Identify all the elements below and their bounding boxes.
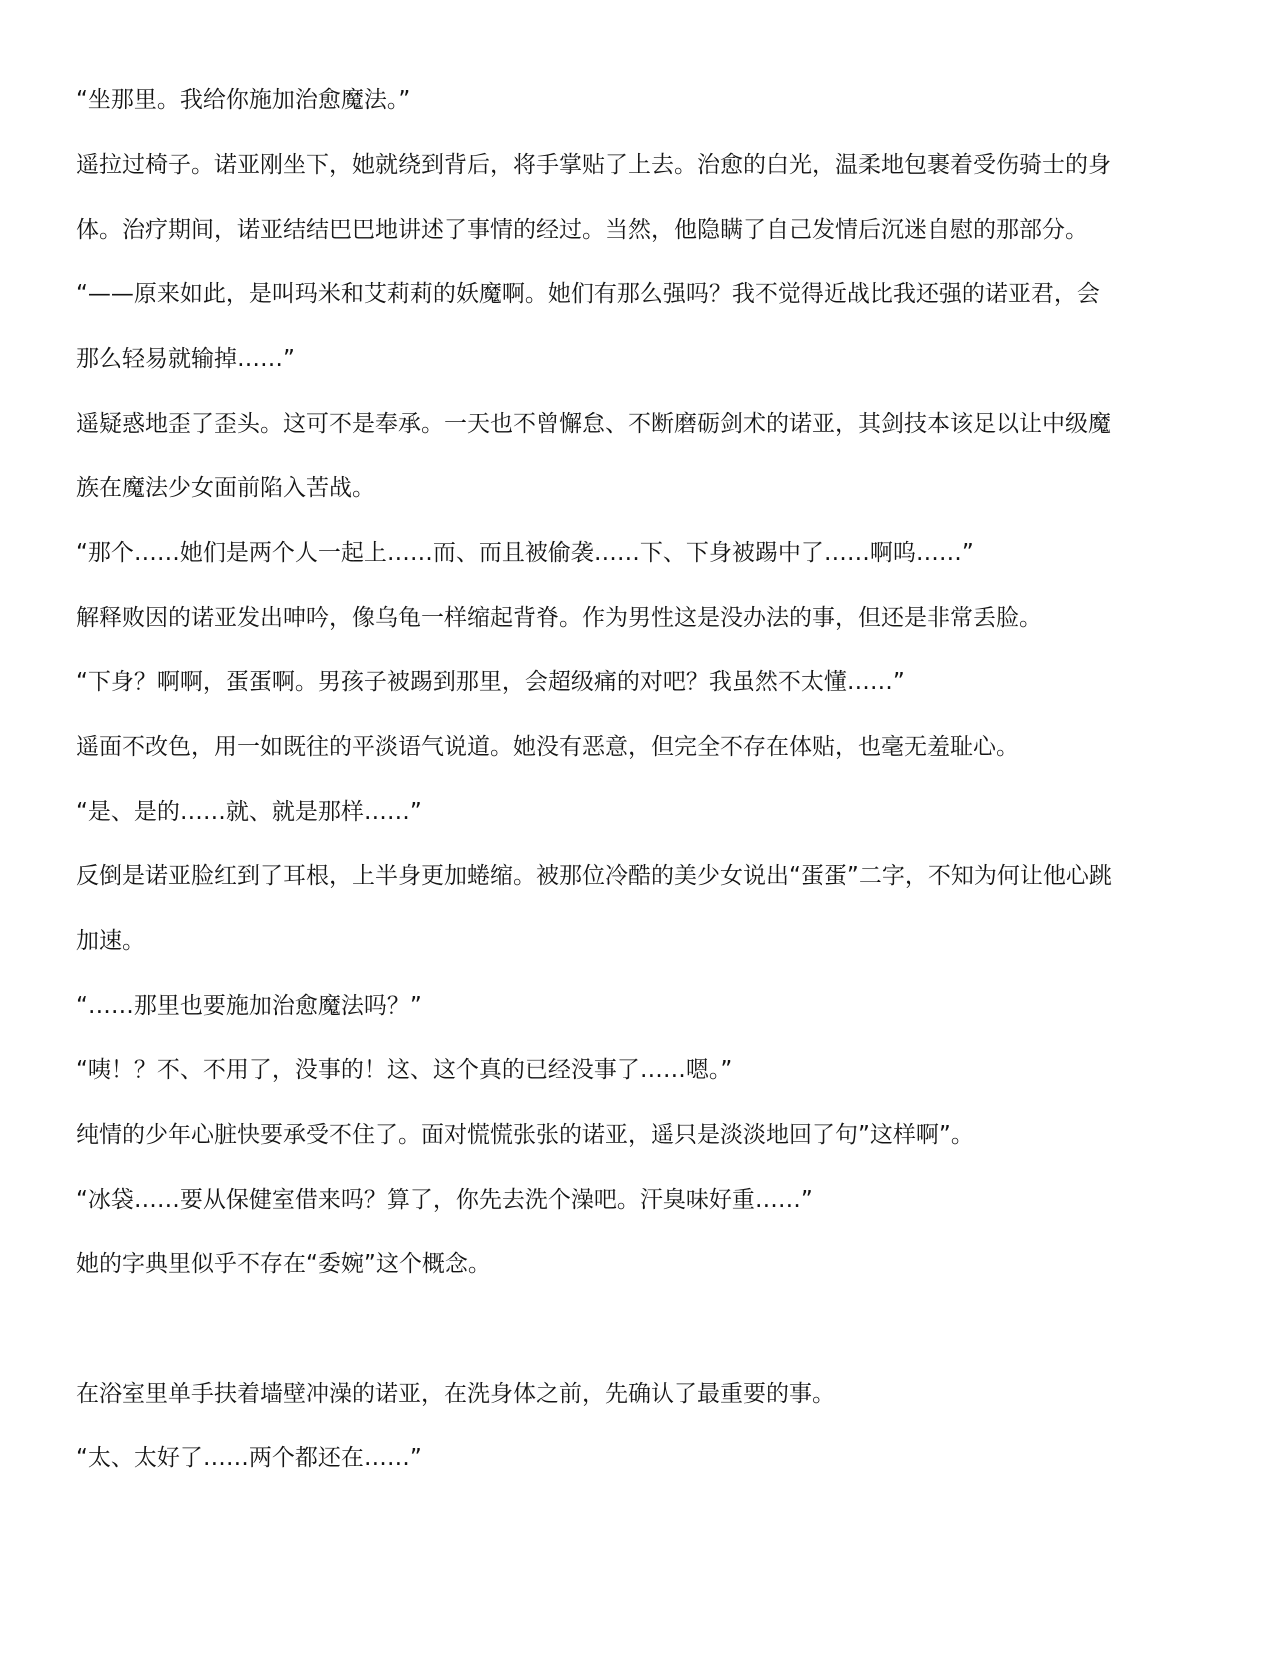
text-line: 反倒是诺亚脸红到了耳根，上半身更加蜷缩。被那位冷酷的美少女说出“蛋蛋”二字，不知为何让他心跳 — [76, 863, 1112, 889]
text-line: 在浴室里单手扶着墙壁冲澡的诺亚，在洗身体之前，先确认了最重要的事。 — [76, 1381, 835, 1407]
text-line: “坐那里。我给你施加治愈魔法。” — [76, 87, 411, 113]
text-line: 体。治疗期间，诺亚结结巴巴地讲述了事情的经过。当然，他隐瞒了自己发情后沉迷自慰的那部分。 — [76, 217, 1088, 243]
text-line: 那么轻易就输掉……” — [76, 346, 295, 372]
text-line: “咦！？不、不用了，没事的！这、这个真的已经没事了……嗯。” — [76, 1057, 733, 1083]
text-line: 她的字典里似乎不存在“委婉”这个概念。 — [76, 1251, 491, 1277]
text-line: “是、是的……就、就是那样……” — [76, 799, 422, 825]
text-line: 遥面不改色，用一如既往的平淡语气说道。她没有恶意，但完全不存在体贴，也毫无羞耻心。 — [76, 734, 1019, 760]
text-line: 纯情的少年心脏快要承受不住了。面对慌慌张张的诺亚，遥只是淡淡地回了句”这样啊”。 — [76, 1122, 974, 1148]
text-line: “冰袋……要从保健室借来吗？算了，你先去洗个澡吧。汗臭味好重……” — [76, 1187, 813, 1213]
text-line: “——原来如此，是叫玛米和艾莉莉的妖魔啊。她们有那么强吗？我不觉得近战比我还强的诺亚君，会 — [76, 281, 1100, 307]
text-line: 加速。 — [76, 928, 145, 954]
text-line: “……那里也要施加治愈魔法吗？” — [76, 993, 422, 1019]
text-line: “下身？啊啊，蛋蛋啊。男孩子被踢到那里，会超级痛的对吧？我虽然不太懂……” — [76, 669, 905, 695]
text-line: 族在魔法少女面前陷入苦战。 — [76, 475, 375, 501]
text-line: 遥拉过椅子。诺亚刚坐下，她就绕到背后，将手掌贴了上去。治愈的白光，温柔地包裹着受伤骑士的身 — [76, 152, 1111, 178]
text-line: “那个……她们是两个人一起上……而、而且被偷袭……下、下身被踢中了……啊呜……” — [76, 540, 974, 566]
text-line: 解释败因的诺亚发出呻吟，像乌龟一样缩起背脊。作为男性这是没办法的事，但还是非常丢脸。 — [76, 605, 1042, 631]
text-line: “太、太好了……两个都还在……” — [76, 1445, 422, 1471]
text-line: 遥疑惑地歪了歪头。这可不是奉承。一天也不曾懈怠、不断磨砺剑术的诺亚，其剑技本该足以让中级魔 — [76, 411, 1111, 437]
